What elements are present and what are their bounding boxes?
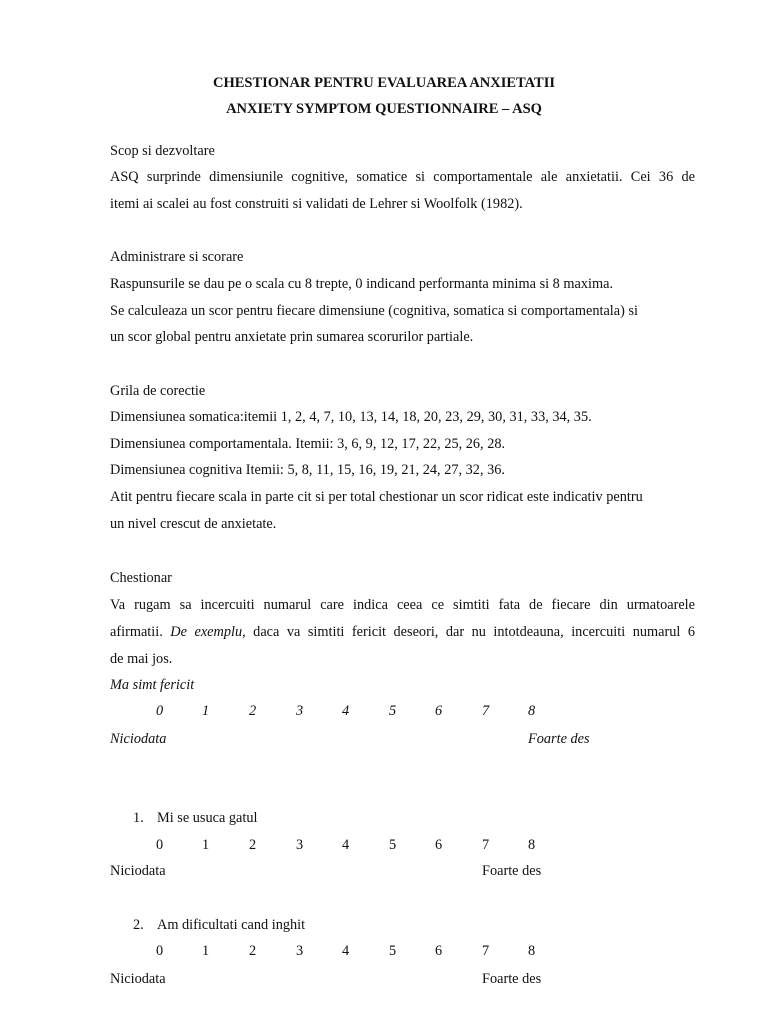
scop-line-1: ASQ surprinde dimensiunile cognitive, somatice si comportamentale ale anxietatii. Cei 36 de: [110, 169, 695, 185]
example-scale-5[interactable]: 5: [389, 703, 397, 719]
chestionar-line-2c: daca va simtiti fericit deseori, dar nu intotdeauna, incercuiti numarul 6: [253, 624, 695, 640]
administrare-line-2: Se calculeaza un scor pentru fiecare dimensiune (cognitiva, somatica si comportamentala) si: [110, 303, 638, 319]
example-scale-1[interactable]: 1: [202, 703, 210, 719]
item-2-scale-4[interactable]: 4: [342, 943, 350, 959]
example-scale-3[interactable]: 3: [296, 703, 304, 719]
administrare-heading: Administrare si scorare: [110, 249, 244, 265]
scop-line-2: itemi ai scalei au fost construiti si validati de Lehrer si Woolfolk (1982).: [110, 196, 523, 212]
grila-somatica: Dimensiunea somatica:itemii 1, 2, 4, 7, 10, 13, 14, 18, 20, 23, 29, 30, 31, 33, 34, 35.: [110, 409, 592, 425]
grila-line-5: un nivel crescut de anxietate.: [110, 516, 277, 532]
chestionar-example-phrase: De exemplu,: [170, 624, 246, 640]
document-title: CHESTIONAR PENTRU EVALUAREA ANXIETATII: [212, 75, 556, 91]
item-1-scale-5[interactable]: 5: [389, 837, 397, 853]
item-2-low-label: Niciodata: [110, 971, 166, 987]
item-2-scale-6[interactable]: 6: [435, 943, 443, 959]
example-low-label: Niciodata: [110, 731, 167, 747]
chestionar-line-2: [110, 624, 695, 641]
item-2-scale-0[interactable]: 0: [156, 943, 164, 959]
item-1-scale-8[interactable]: 8: [528, 837, 536, 853]
item-1-text: Mi se usuca gatul: [157, 810, 258, 826]
grila-comportamentala: Dimensiunea comportamentala. Itemii: 3, 6, 9, 12, 17, 22, 25, 26, 28.: [110, 436, 506, 452]
grila-line-4: Atit pentru fiecare scala in parte cit si per total chestionar un scor ridicat este indicativ pentru: [110, 489, 643, 505]
chestionar-line-1: Va rugam sa incercuiti numarul care indica ceea ce simtiti fata de fiecare din urmatoarele: [110, 597, 695, 613]
administrare-line-1: Raspunsurile se dau pe o scala cu 8 trepte, 0 indicand performanta minima si 8 maxima.: [110, 276, 614, 292]
item-1-scale-4[interactable]: 4: [342, 837, 350, 853]
example-scale-2[interactable]: 2: [249, 703, 257, 719]
item-1-scale-3[interactable]: 3: [296, 837, 304, 853]
example-scale-4[interactable]: 4: [342, 703, 350, 719]
document-subtitle: ANXIETY SYMPTOM QUESTIONNAIRE – ASQ: [226, 101, 542, 117]
item-2-text: Am dificultati cand inghit: [157, 917, 306, 933]
item-1-high-label: Foarte des: [482, 863, 542, 879]
scop-heading: Scop si dezvoltare: [110, 143, 215, 159]
item-2-high-label: Foarte des: [482, 971, 542, 987]
item-2-scale-7[interactable]: 7: [482, 943, 490, 959]
administrare-line-3: un scor global pentru anxietate prin sumarea scorurilor partiale.: [110, 329, 474, 345]
example-scale-7[interactable]: 7: [482, 703, 490, 719]
grila-heading: Grila de corectie: [110, 383, 206, 399]
chestionar-line-3: de mai jos.: [110, 651, 173, 667]
example-scale-8[interactable]: 8: [528, 703, 536, 719]
item-1-low-label: Niciodata: [110, 863, 166, 879]
item-2-scale-5[interactable]: 5: [389, 943, 397, 959]
item-2-scale-2[interactable]: 2: [249, 943, 257, 959]
example-statement: Ma simt fericit: [110, 677, 195, 693]
item-1-scale-6[interactable]: 6: [435, 837, 443, 853]
item-1-scale-7[interactable]: 7: [482, 837, 490, 853]
example-high-label: Foarte des: [528, 731, 590, 747]
item-1-number: 1.: [133, 810, 144, 826]
item-1-scale-0[interactable]: 0: [156, 837, 164, 853]
example-scale-0[interactable]: 0: [156, 703, 164, 719]
item-2-number: 2.: [133, 917, 144, 933]
chestionar-line-2a: afirmatii.: [110, 624, 163, 640]
grila-cognitiva: Dimensiunea cognitiva Itemii: 5, 8, 11, 15, 16, 19, 21, 24, 27, 32, 36.: [110, 462, 505, 478]
item-1-scale-2[interactable]: 2: [249, 837, 257, 853]
item-1-scale-1[interactable]: 1: [202, 837, 210, 853]
chestionar-heading: Chestionar: [110, 570, 172, 586]
item-2-scale-8[interactable]: 8: [528, 943, 536, 959]
item-2-scale-1[interactable]: 1: [202, 943, 210, 959]
item-2-scale-3[interactable]: 3: [296, 943, 304, 959]
example-scale-6[interactable]: 6: [435, 703, 443, 719]
